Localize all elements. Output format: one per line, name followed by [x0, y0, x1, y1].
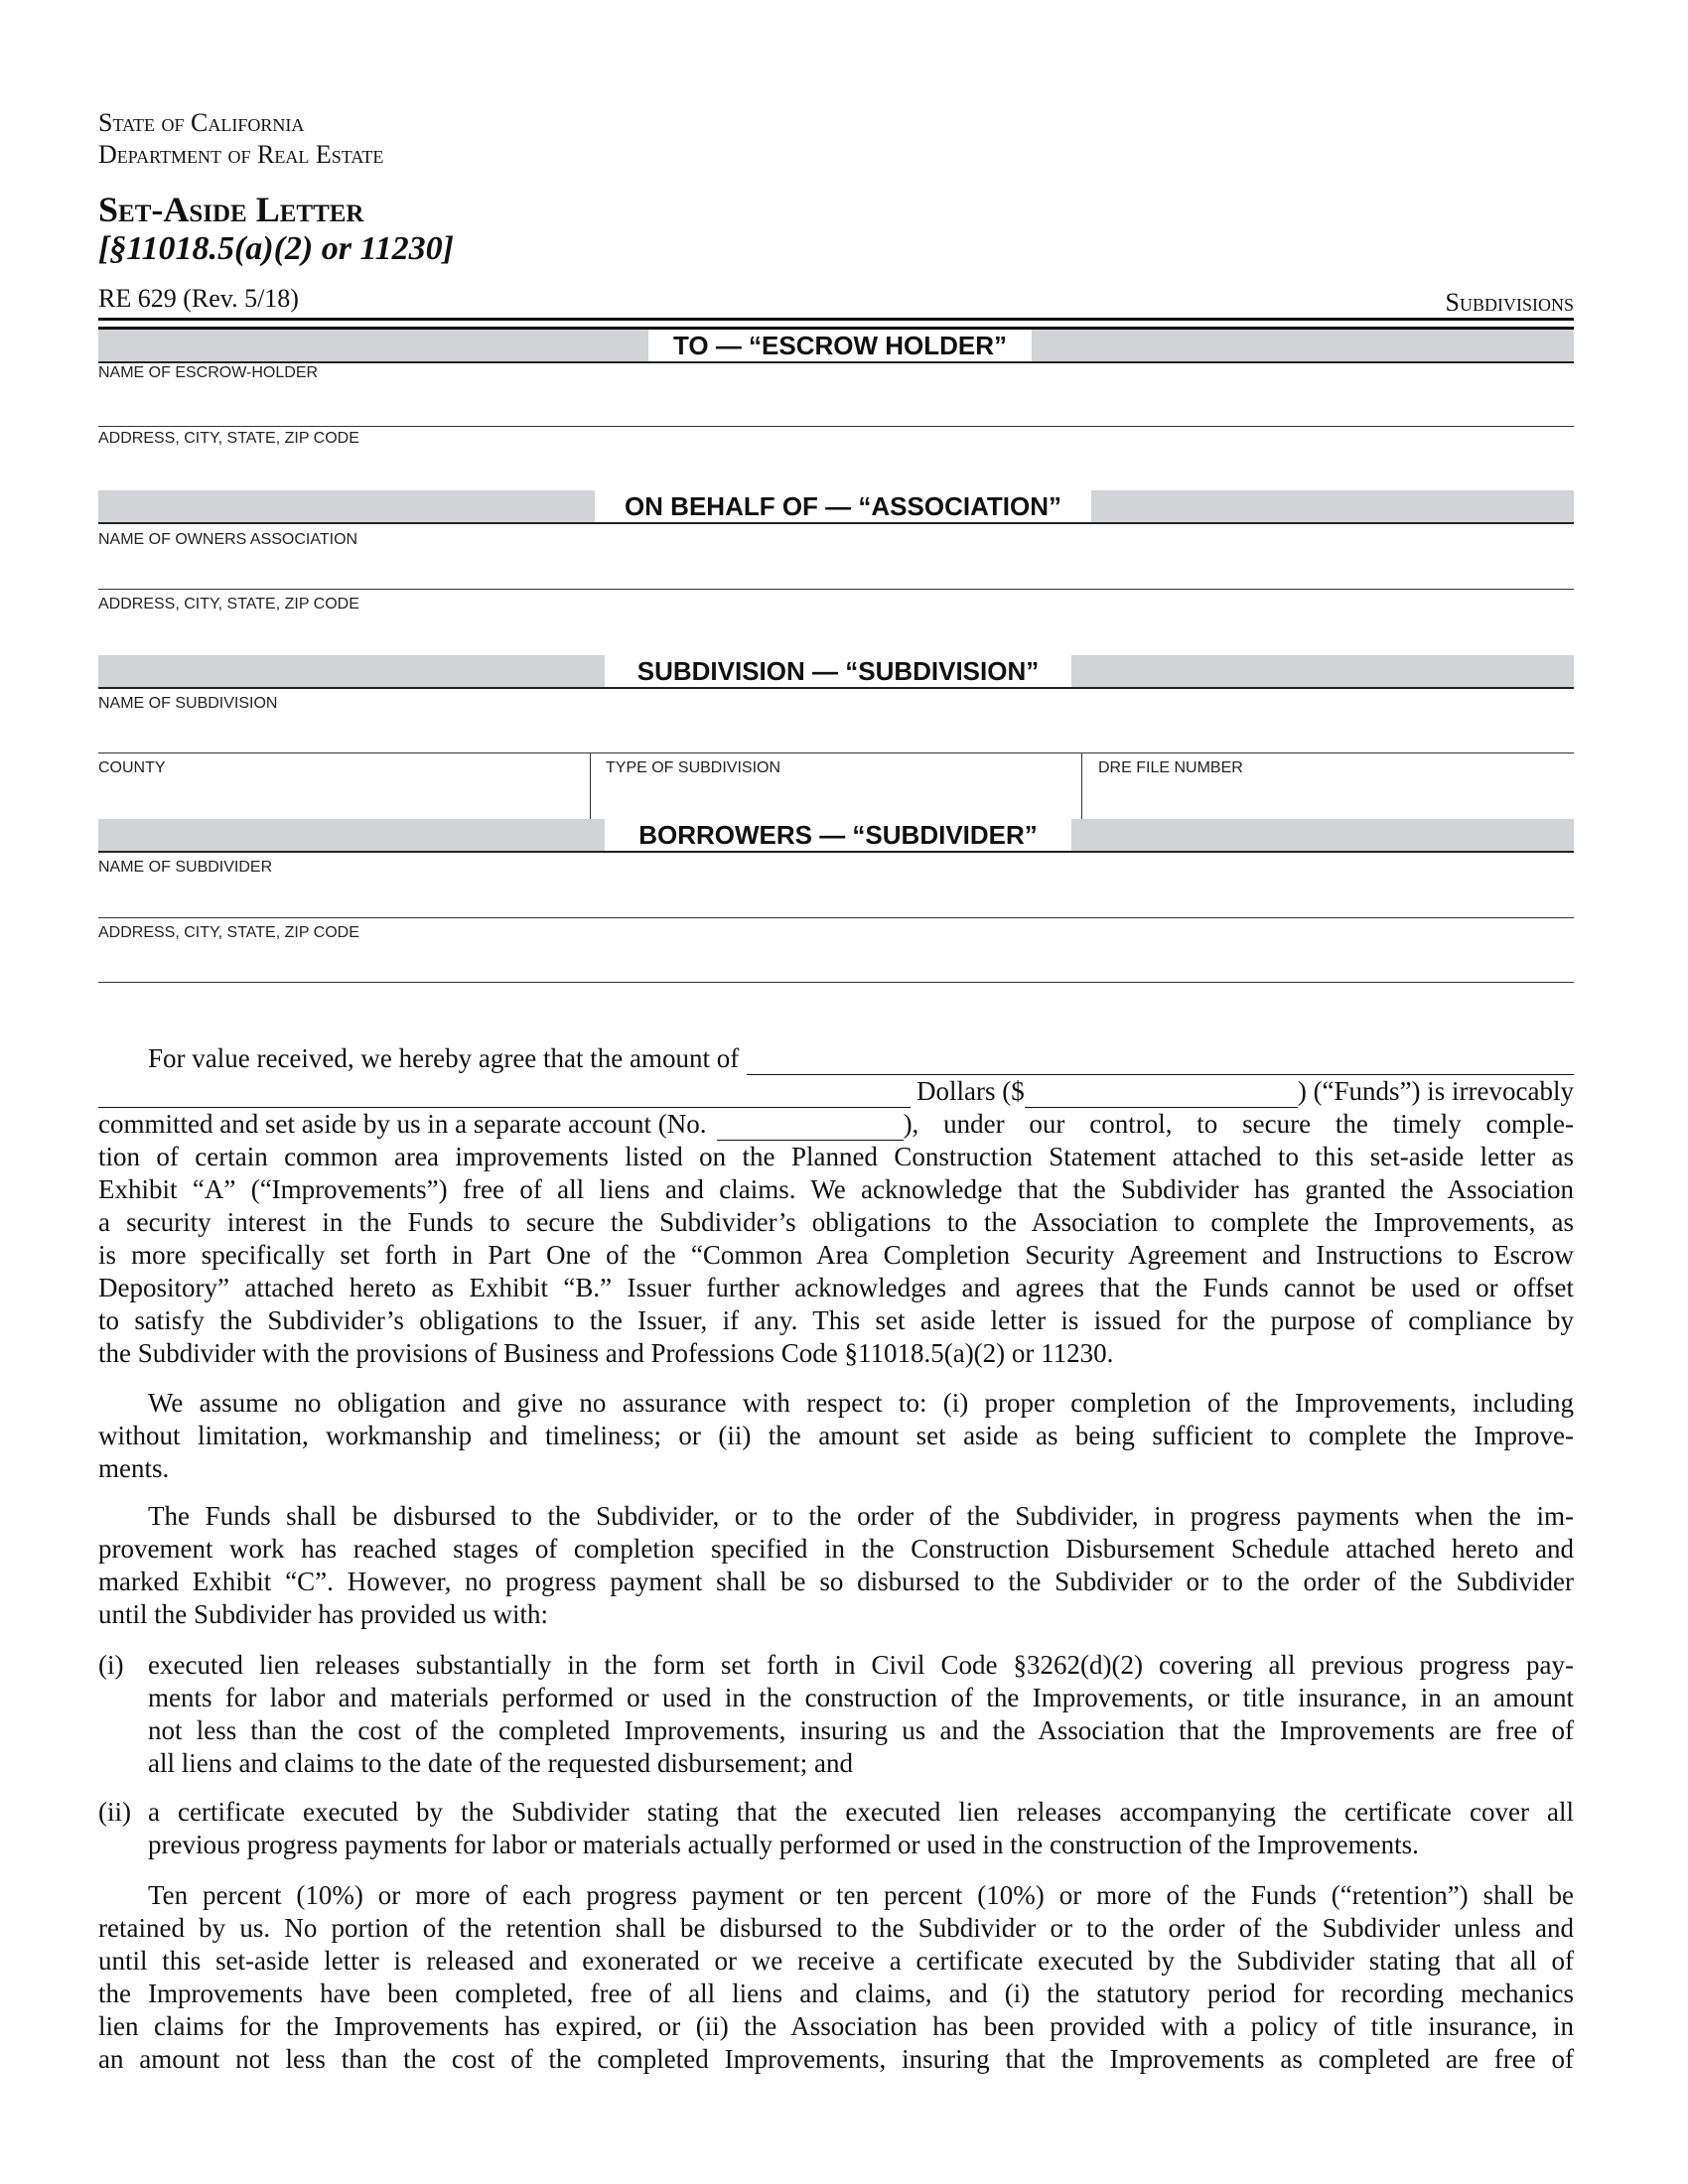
county-field[interactable]: [98, 780, 589, 818]
text-line: executed lien releases substantially in the form set forth in Civil Code §3262(d)(2) covering all previous progress pay-: [148, 1650, 1574, 1680]
field-label: DRE FILE NUMBER: [1098, 759, 1243, 776]
amount-words-blank-cont[interactable]: [98, 1081, 911, 1108]
text-line: until the Subdivider has provided us with:: [98, 1599, 548, 1629]
text-line: [98, 1108, 1574, 1141]
form-number: RE 629 (Rev. 5/18): [98, 284, 299, 313]
field-label: ADDRESS, CITY, STATE, ZIP CODE: [98, 924, 359, 941]
text: ) (“Funds”) is irrevocably: [1297, 1076, 1574, 1106]
statute-reference: [§11018.5(a)(2) or 11230]: [98, 230, 454, 267]
field-label: NAME OF ESCROW-HOLDER: [98, 364, 319, 381]
paragraph-retention: [98, 1879, 1574, 2076]
field-label: NAME OF SUBDIVIDER: [98, 859, 273, 876]
section-heading: ON BEHALF OF — “ASSOCIATION”: [595, 490, 1091, 522]
section-heading: SUBDIVISION — “SUBDIVISION”: [605, 655, 1071, 687]
section-bar-subdivider: [98, 819, 1574, 853]
text-line: Depository” attached hereto as Exhibit “B.” Issuer further acknowledges and agrees that the Funds cannot be used or offset: [98, 1273, 1574, 1302]
text-line: is more specifically set forth in Part One of the “Common Area Completion Security Agreement and Instructions to Escrow: [98, 1240, 1574, 1270]
field-label: NAME OF OWNERS ASSOCIATION: [98, 531, 358, 548]
text-line: a certificate executed by the Subdivider stating that the executed lien releases accompanying the certificate cover all: [148, 1797, 1574, 1827]
text-line: ments.: [98, 1453, 170, 1483]
dre-file-number-field[interactable]: [1082, 780, 1574, 818]
list-item-text: [148, 1649, 1574, 1780]
field-label: ADDRESS, CITY, STATE, ZIP CODE: [98, 430, 359, 447]
text-line: until this set-aside letter is released and exonerated or we receive a certificate executed by the Subdivider stating that all of: [98, 1946, 1574, 1976]
divider: [98, 982, 1574, 983]
text-line: [98, 1042, 1574, 1075]
divider: [98, 752, 1574, 753]
text-line: tion of certain common area improvements listed on the Planned Construction Statement attached to this set-aside letter as: [98, 1142, 1574, 1171]
list-item-text: [148, 1796, 1574, 1861]
header-rule: [98, 318, 1574, 321]
section-heading: BORROWERS — “SUBDIVIDER”: [605, 819, 1071, 851]
field-label: TYPE OF SUBDIVISION: [606, 759, 781, 776]
text-line: provement work has reached stages of completion specified in the Construction Disbursement Schedule attached hereto and: [98, 1534, 1574, 1564]
text-line: We assume no obligation and give no assurance with respect to: (i) proper completion of the Improvements, including: [148, 1388, 1574, 1418]
field-label: COUNTY: [98, 759, 166, 776]
form-title: Set-Aside Letter: [98, 190, 364, 229]
text-line: a security interest in the Funds to secure the Subdivider’s obligations to the Association to complete the Improvements, as: [98, 1207, 1574, 1237]
subdivision-name-field[interactable]: [98, 715, 1574, 751]
account-number-blank[interactable]: [717, 1114, 904, 1141]
section-heading: TO — “ESCROW HOLDER”: [648, 330, 1032, 361]
list-item-i: [98, 1649, 1574, 1780]
list-number: (ii): [98, 1797, 131, 1827]
amount-dollars-blank[interactable]: [1025, 1081, 1298, 1108]
text-line: retained by us. No portion of the retention shall be disbursed to the Subdivider or to the order of the Subdivider unless and: [98, 1913, 1574, 1943]
form-category: Subdivisions: [1445, 288, 1574, 317]
section-bar-escrow: [98, 330, 1574, 363]
list-number: (i): [98, 1650, 124, 1680]
text-line: without limitation, workmanship and timeliness; or (ii) the amount set aside as being sufficient to complete the Improve-: [98, 1421, 1574, 1450]
text: Dollars ($: [916, 1076, 1025, 1106]
list-item-ii: [98, 1796, 1574, 1861]
escrow-holder-name-field[interactable]: [98, 385, 1574, 425]
section-bar-subdivision: [98, 655, 1574, 689]
escrow-holder-address-field[interactable]: [98, 451, 1574, 488]
text-line: the Improvements have been completed, free of all liens and claims, and (i) the statutory period for recording mechanics: [98, 1979, 1574, 2008]
text: For value received, we hereby agree that the amount of: [148, 1043, 740, 1073]
association-address-field[interactable]: [98, 615, 1574, 653]
section-bar-association: [98, 490, 1574, 524]
divider: [98, 426, 1574, 427]
text-line: lien claims for the Improvements has expired, or (ii) the Association has been provided with a policy of title insurance, in: [98, 2011, 1574, 2041]
paragraph-disbursement: [98, 1500, 1574, 1631]
paragraph-funds: [98, 1042, 1574, 1370]
text-line: an amount not less than the cost of the completed Improvements, insuring that the Improvements as completed are free of: [98, 2044, 1574, 2074]
text-line: previous progress payments for labor or materials actually performed or used in the construction of the Improvements.: [148, 1830, 1419, 1859]
paragraph-no-obligation: [98, 1387, 1574, 1485]
association-name-field[interactable]: [98, 551, 1574, 588]
state-name: State of California: [98, 108, 305, 137]
text-line: Ten percent (10%) or more of each progress payment or ten percent (10%) or more of the Funds (“retention”) shall be: [148, 1880, 1574, 1910]
text: committed and set aside by us in a separate account (No.: [98, 1109, 707, 1139]
divider: [98, 589, 1574, 590]
paragraph-lines: [98, 1141, 1574, 1370]
text-line: [98, 1075, 1574, 1108]
text-line: The Funds shall be disbursed to the Subdivider, or to the order of the Subdivider, in progress payments when the im-: [148, 1501, 1574, 1531]
text-line: marked Exhibit “C”. However, no progress payment shall be so disbursed to the Subdivider or to the order of the Subdivider: [98, 1567, 1574, 1596]
subdivider-name-field[interactable]: [98, 879, 1574, 916]
text-line: to satisfy the Subdivider’s obligations to the Issuer, if any. This set aside letter is issued for the purpose of compliance by: [98, 1305, 1574, 1335]
text-line: not less than the cost of the completed Improvements, insuring us and the Association that the Improvements are free of: [148, 1715, 1574, 1745]
text: ), under our control, to secure the timely comple-: [903, 1109, 1574, 1139]
text-line: all liens and claims to the date of the requested disbursement; and: [148, 1748, 854, 1778]
subdivider-address-field[interactable]: [98, 944, 1574, 981]
department-name: Department of Real Estate: [98, 140, 384, 169]
divider: [98, 917, 1574, 918]
text-line: Exhibit “A” (“Improvements”) free of all liens and claims. We acknowledge that the Subdivider has granted the Association: [98, 1174, 1574, 1204]
amount-words-blank[interactable]: [747, 1048, 1574, 1075]
text-line: ments for labor and materials performed or used in the construction of the Improvements, or title insurance, in an amount: [148, 1683, 1574, 1712]
field-label: NAME OF SUBDIVISION: [98, 695, 278, 712]
field-label: ADDRESS, CITY, STATE, ZIP CODE: [98, 596, 359, 613]
subdivision-type-field[interactable]: [591, 780, 1080, 818]
text-line: the Subdivider with the provisions of Business and Professions Code §11018.5(a)(2) or 11230.: [98, 1338, 1114, 1368]
